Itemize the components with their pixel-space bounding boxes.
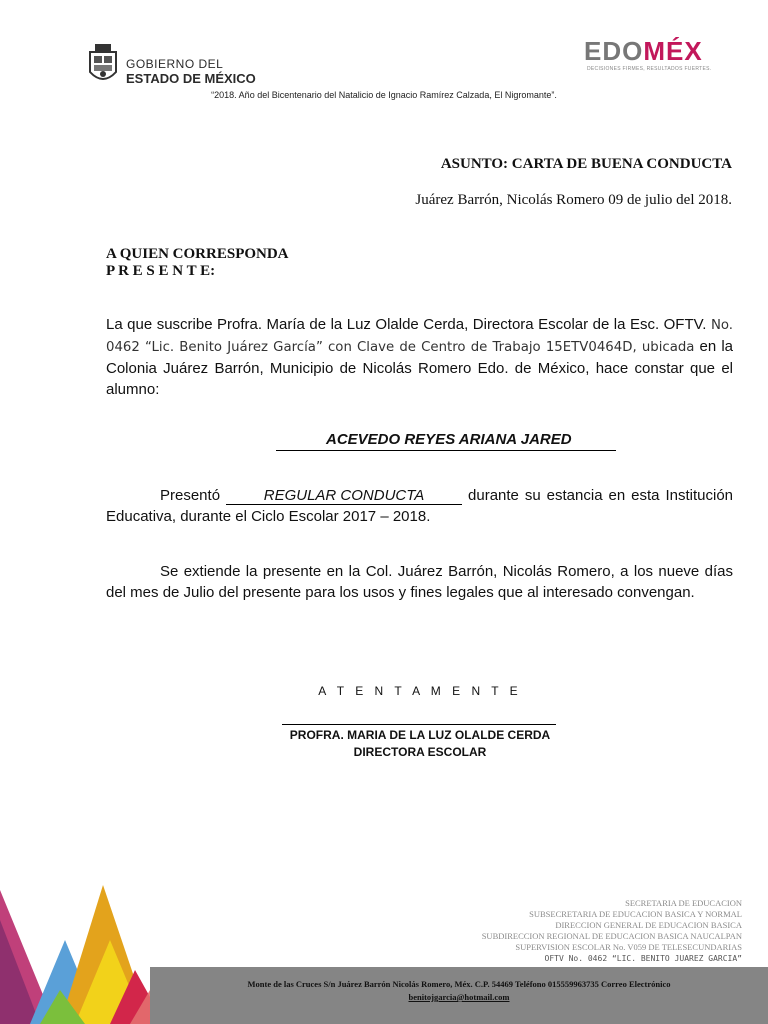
- office-line: SECRETARIA DE EDUCACION: [625, 898, 742, 908]
- office-line: OFTV No. 0462 “LIC. BENITO JUAREZ GARCIA”: [544, 954, 742, 963]
- signatory-name: PROFRA. MARIA DE LA LUZ OLALDE CERDA: [289, 728, 551, 742]
- conduct-prefix: Presentó: [160, 487, 221, 504]
- addressee: [106, 246, 289, 280]
- edomex-logo: [584, 36, 734, 76]
- intro-paragraph: [106, 314, 733, 400]
- footer-email-link[interactable]: benitojgarcia@hotmail.com: [408, 992, 510, 1002]
- brand-wordmark: [584, 36, 703, 67]
- addressee-line2: P R E S E N T E:: [106, 263, 216, 279]
- conduct-paragraph: [106, 485, 733, 527]
- gov-line2: ESTADO DE MÉXICO: [126, 71, 256, 86]
- gov-line1: GOBIERNO DEL: [126, 57, 224, 71]
- extend-text: Se extiende la presente en la Col. Juárez Barrón, Nicolás Romero, a los nueve días del mes de Julio del presente para los usos y fines legales que al interesado convengan.: [106, 563, 733, 601]
- brand-prefix: EDO: [584, 36, 644, 66]
- office-line: SUBSECRETARIA DE EDUCACION BASICA Y NORMAL: [529, 909, 742, 919]
- closing: A T E N T A M E N T E: [318, 684, 522, 698]
- year-motto: “2018. Año del Bicentenario del Natalicio de Ignacio Ramírez Calzada, El Nigromante”.: [211, 90, 557, 100]
- office-line: DIRECCION GENERAL DE EDUCACION BASICA: [555, 920, 742, 930]
- brand-suffix: MÉX: [643, 36, 703, 66]
- intro-part2: No. 0462 “Lic. Benito Juárez García” con Clave de Centro de Trabajo 15ETV0464D, ubicada: [106, 318, 734, 355]
- signatory-role: DIRECTORA ESCOLAR: [353, 745, 487, 759]
- office-line: SUBDIRECCION REGIONAL DE EDUCACION BASICA NAUCALPAN: [481, 931, 742, 941]
- brand-tagline: DECISIONES FIRMES, RESULTADOS FUERTES.: [587, 66, 712, 72]
- conduct-suffix: durante su estancia en esta Institución Educativa, durante el Ciclo Escolar 2017 – 2018.: [106, 487, 734, 525]
- student-name: ACEVEDO REYES ARIANA JARED: [276, 430, 616, 451]
- intro-part1: La que suscribe Profra. María de la Luz Olalde Cerda, Directora Escolar de la Esc. OFTV.: [106, 316, 707, 333]
- footer-address: Monte de las Cruces S/n Juárez Barrón Nicolás Romero, Méx. C.P. 54469 Teléfono 015559963735 Correo Electrónico: [247, 979, 671, 989]
- footer-offices: [482, 898, 742, 964]
- office-line: SUPERVISION ESCOLAR No. V059 DE TELESECUNDARIAS: [515, 942, 742, 952]
- government-logo: [86, 42, 256, 90]
- letter-date: Juárez Barrón, Nicolás Romero 09 de julio del 2018.: [415, 192, 732, 208]
- signature-line: [282, 724, 556, 725]
- extend-paragraph: [106, 561, 733, 603]
- conduct-value: REGULAR CONDUCTA: [226, 487, 462, 505]
- addressee-line1: A QUIEN CORRESPONDA: [106, 246, 289, 262]
- state-seal-icon: [86, 42, 120, 86]
- letter-subject: ASUNTO: CARTA DE BUENA CONDUCTA: [440, 156, 732, 172]
- intro-part3: en la Colonia Juárez Barrón, Municipio de Nicolás Romero Edo. de México, hace constar que el alumno:: [106, 338, 734, 398]
